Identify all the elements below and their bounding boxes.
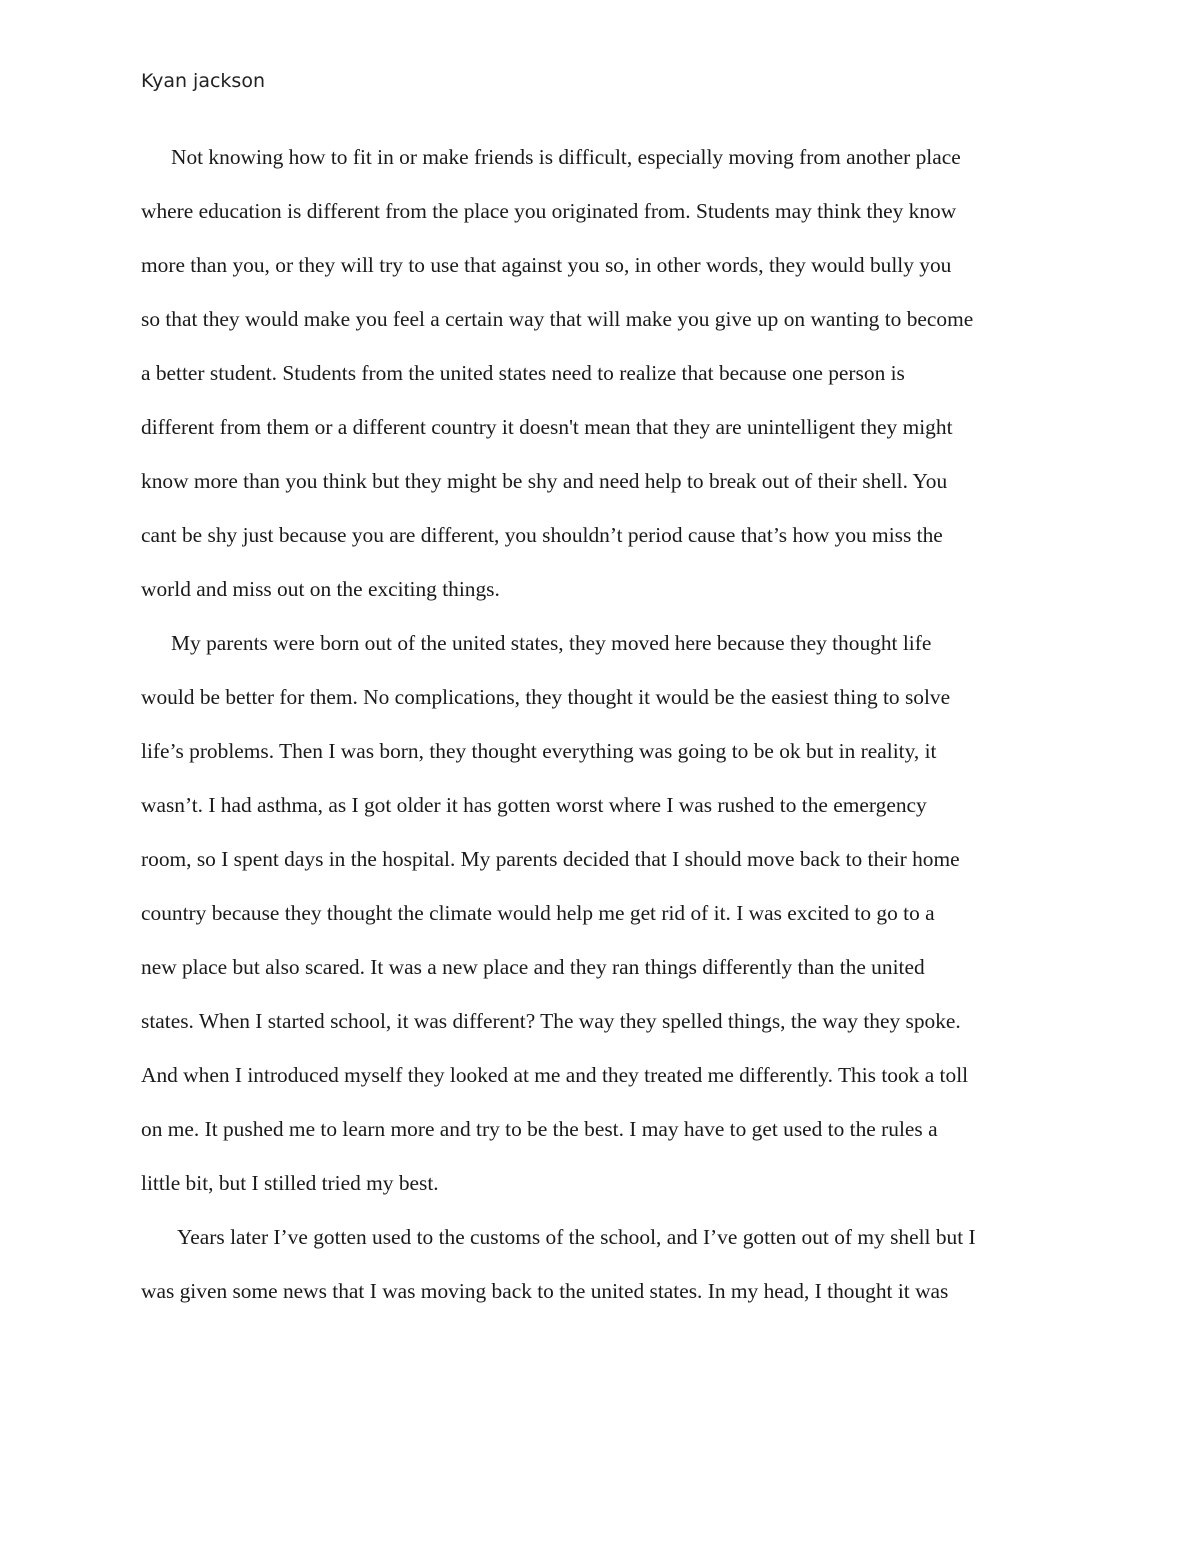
essay-line: Not knowing how to fit in or make friends is difficult, especially moving from another place [171,145,961,169]
essay-line: wasn’t. I had asthma, as I got older it has gotten worst where I was rushed to the emergency [141,793,927,817]
essay-line: would be better for them. No complications, they thought it would be the easiest thing to solve [141,685,951,709]
essay-line: Years later I’ve gotten used to the customs of the school, and I’ve gotten out of my shell but I [177,1225,976,1249]
essay-line: country because they thought the climate would help me get rid of it. I was excited to go to a [141,901,935,925]
essay-line: new place but also scared. It was a new place and they ran things differently than the united [141,955,925,979]
author-name: Kyan jackson [141,70,265,92]
essay-line: life’s problems. Then I was born, they thought everything was going to be ok but in reality, it [141,739,937,763]
essay-line: And when I introduced myself they looked at me and they treated me differently. This took a toll [141,1063,969,1087]
essay-line: more than you, or they will try to use that against you so, in other words, they would bully you [141,253,952,277]
essay-line: where education is different from the place you originated from. Students may think they know [141,199,957,223]
essay-line: so that they would make you feel a certain way that will make you give up on wanting to become [141,307,974,331]
essay-line: a better student. Students from the united states need to realize that because one person is [141,361,905,385]
essay-line: states. When I started school, it was different? The way they spelled things, the way they spoke. [141,1009,961,1033]
essay-line: world and miss out on the exciting things. [141,577,500,601]
essay-line: know more than you think but they might be shy and need help to break out of their shell. You [141,469,948,493]
essay-line: on me. It pushed me to learn more and try to be the best. I may have to get used to the rules a [141,1117,938,1141]
essay-line: was given some news that I was moving back to the united states. In my head, I thought it was [141,1279,949,1303]
essay-body [141,130,1071,1318]
essay-line: cant be shy just because you are different, you shouldn’t period cause that’s how you miss the [141,523,943,547]
essay-line: My parents were born out of the united states, they moved here because they thought life [171,631,932,655]
essay-line: little bit, but I stilled tried my best. [141,1171,439,1195]
essay-line: room, so I spent days in the hospital. My parents decided that I should move back to their home [141,847,960,871]
essay-line: different from them or a different country it doesn't mean that they are unintelligent they might [141,415,953,439]
